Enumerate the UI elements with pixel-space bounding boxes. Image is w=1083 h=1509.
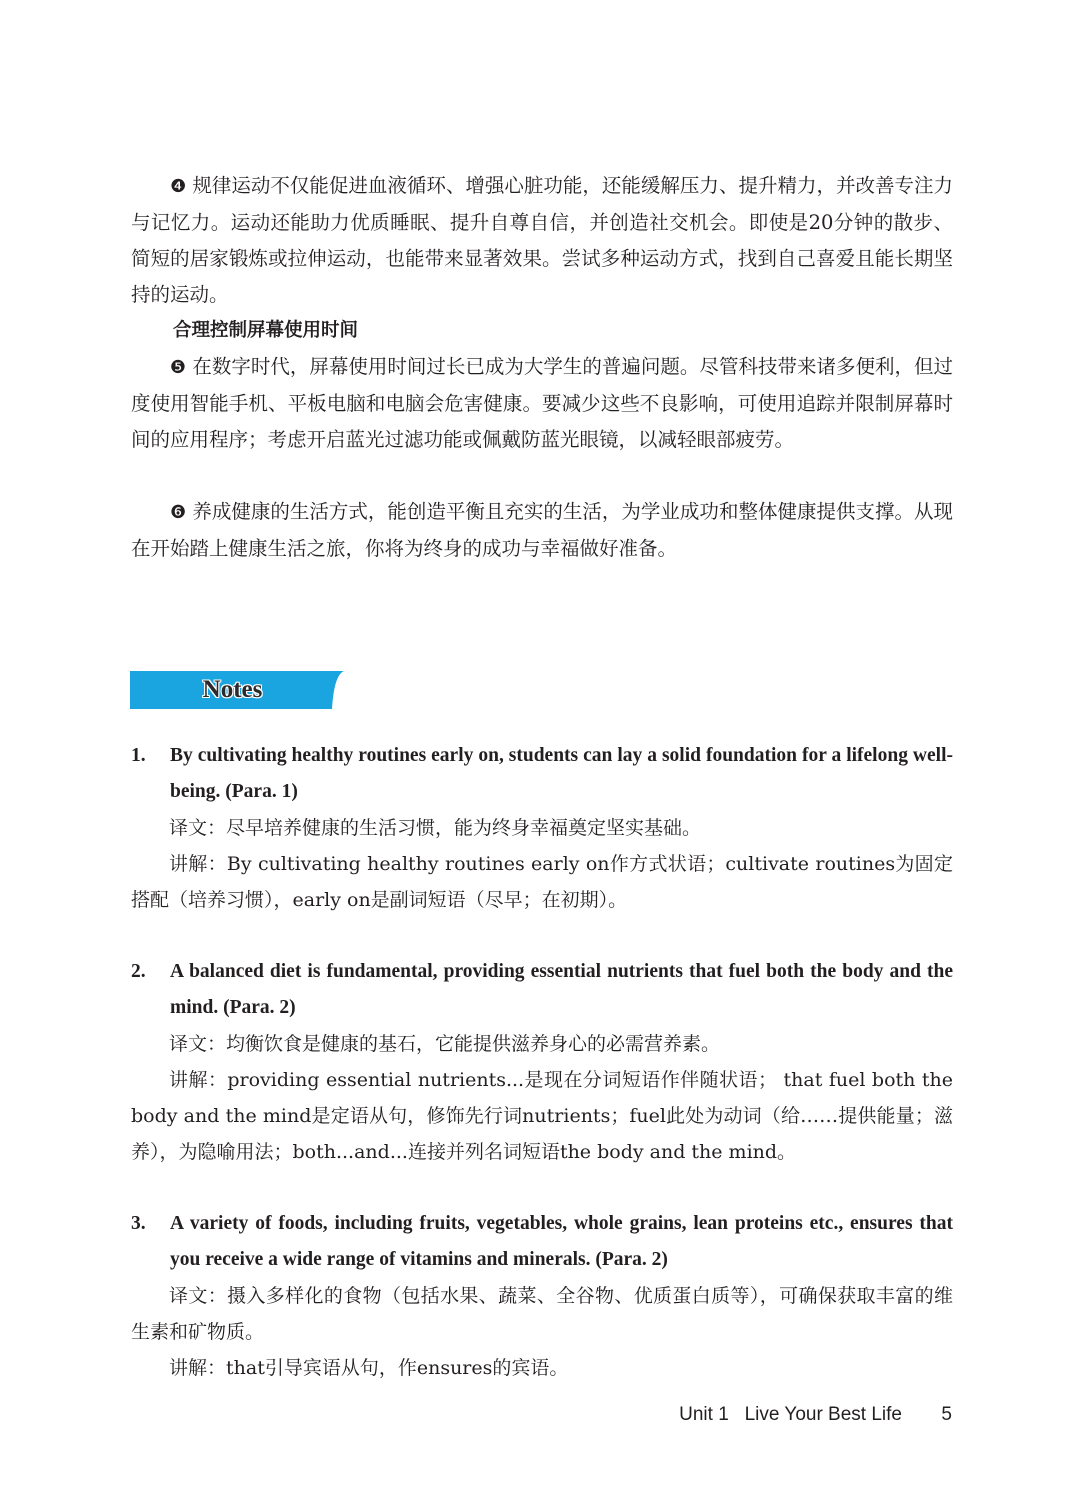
paragraph-4-text: 规律运动不仅能促进血液循环、增强心脏功能，还能缓解压力、提升精力，并改善专注力与记忆力。运动还能助力优质睡眠、提升自尊自信，并创造社交机会。即使是20分钟的散步、简短的居家锻炼或拉伸运动，也能带来显著效果。尝试多种运动方式，找到自己喜爱且能长期坚持的运动。	[131, 174, 953, 306]
note-item-1	[131, 738, 953, 918]
paragraph-4	[131, 168, 953, 313]
note-explanation: 讲解：providing essential nutrients...是现在分词短语作伴随状语； that fuel both the body and the mind是定语从句，修饰先行词nutrients；fuel此处为动词（给……提供能量；滋养），为隐喻用法；both...and...连接并列名词短语the body and the mind。	[131, 1069, 953, 1163]
note-number: 1.	[131, 745, 146, 766]
paragraph-marker-4: ❹	[170, 176, 187, 197]
note-translation: 译文：均衡饮食是健康的基石，它能提供滋养身心的必需营养素。	[169, 1033, 721, 1055]
notes-header	[130, 671, 344, 709]
note-explanation: 讲解：By cultivating healthy routines early on作方式状语；cultivate routines为固定搭配（培养习惯），early on是副词短语（尽早；在初期）。	[131, 853, 953, 911]
paragraph-6	[131, 494, 953, 567]
note-explanation: 讲解：that引导宾语从句，作ensures的宾语。	[169, 1357, 569, 1379]
paragraph-marker-6: ❻	[170, 502, 187, 523]
note-sentence: A variety of foods, including fruits, vegetables, whole grains, lean proteins etc., ensures that you receive a wide range of vitamins and minerals. (Para. 2)	[170, 1213, 953, 1270]
note-number: 2.	[131, 961, 146, 982]
page-number: 5	[941, 1404, 952, 1425]
note-number: 3.	[131, 1213, 146, 1234]
note-sentence: A balanced diet is fundamental, providing essential nutrients that fuel both the body and the mind. (Para. 2)	[170, 961, 953, 1018]
paragraph-5	[131, 349, 953, 458]
note-sentence: By cultivating healthy routines early on, students can lay a solid foundation for a lifelong well-being. (Para. 1)	[170, 745, 953, 802]
notes-title: Notes	[202, 676, 263, 703]
paragraph-marker-5: ❺	[170, 357, 187, 378]
note-item-3	[131, 1206, 953, 1386]
paragraph-6-text: 养成健康的生活方式，能创造平衡且充实的生活，为学业成功和整体健康提供支撑。从现在开始踏上健康生活之旅，你将为终身的成功与幸福做好准备。	[131, 500, 953, 560]
note-item-2	[131, 954, 953, 1170]
paragraph-5-text: 在数字时代，屏幕使用时间过长已成为大学生的普遍问题。尽管科技带来诸多便利，但过度使用智能手机、平板电脑和电脑会危害健康。要减少这些不良影响，可使用追踪并限制屏幕时间的应用程序；考虑开启蓝光过滤功能或佩戴防蓝光眼镜，以减轻眼部疲劳。	[131, 355, 953, 451]
note-translation: 译文：摄入多样化的食物（包括水果、蔬菜、全谷物、优质蛋白质等），可确保获取丰富的维生素和矿物质。	[131, 1285, 953, 1343]
footer-unit-title: Unit 1 Live Your Best Life	[679, 1404, 902, 1425]
page-footer	[0, 1404, 1083, 1434]
note-translation: 译文：尽早培养健康的生活习惯，能为终身幸福奠定坚实基础。	[169, 817, 702, 839]
section-subheading: 合理控制屏幕使用时间	[173, 320, 359, 341]
